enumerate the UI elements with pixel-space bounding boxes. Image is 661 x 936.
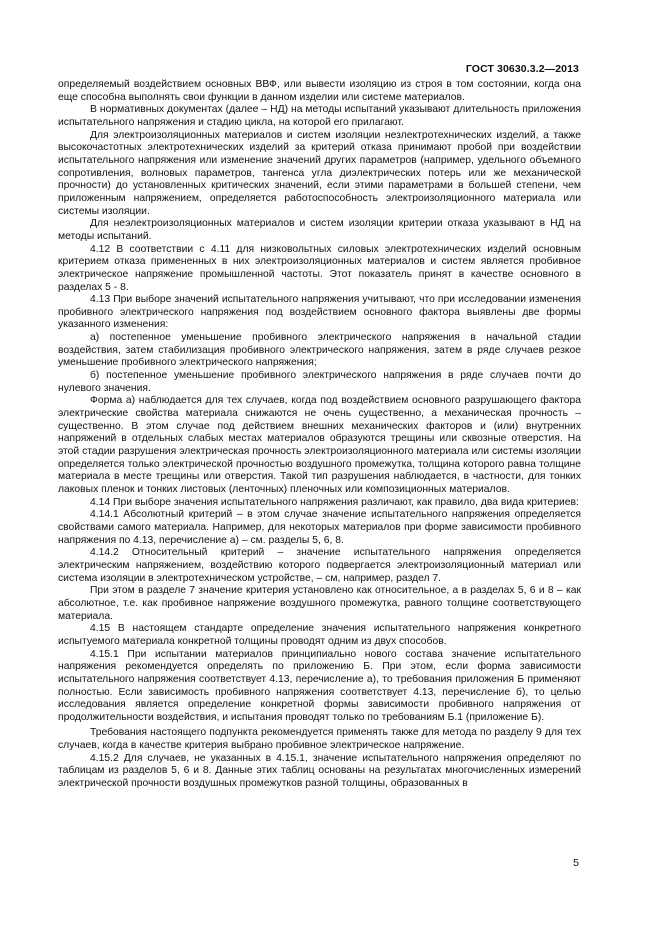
paragraph: 4.14.1 Абсолютный критерий – в этом случае значение испытательного напряжения определяется свойствами самого материала. Например, для некоторых материалов при форме зависимости пробивного напряжения по 4.13, перечисление а) – см. разделы 5, 6, 8. — [58, 509, 581, 546]
paragraph: Требования настоящего подпункта рекомендуется применять также для метода по разделу 9 для тех случаев, когда в качестве критерия выбрано пробивное электрическое напряжение. — [58, 727, 581, 752]
paragraph: б) постепенное уменьшение пробивного электрического напряжения в ряде случаев почти до нулевого значения. — [58, 370, 581, 394]
paragraph: Для неэлектроизоляционных материалов и систем изоляции критерии отказа указывают в НД на методы испытаний. — [58, 218, 581, 242]
paragraph: 4.14.2 Относительный критерий – значение испытательного напряжения определяется электрическим напряжением, воздействию которого подвергается электроизоляционный материал или система изоляции в электротехническом устройстве, – см, например, раздел 7. — [58, 547, 581, 584]
paragraph: 4.14 При выборе значения испытательного напряжения различают, как правило, два вида критериев: — [90, 496, 579, 508]
paragraph: В нормативных документах (далее – НД) на методы испытаний указывают длительность приложения испытательного напряжения и стадию цикла, на которой его прилагают. — [58, 104, 581, 128]
document-header: ГОСТ 30630.3.2—2013 — [465, 63, 579, 75]
document-body — [58, 79, 581, 791]
paragraph: определяемый воздействием основных ВВФ, или вывести изоляцию из строя в том состоянии, когда она еще способна выполнять свои функции в данном изделии или системе материалов. — [58, 79, 581, 103]
paragraph: Для электроизоляционных материалов и систем изоляции незлектротехнических изделий, а также высокочастотных электротехнических изделий за критерий отказа принимают пробой при воздействии испытательного напряжения или изменение значений других параметров (например, удельного объемного сопротивления, волновых параметров, тангенса угла диэлектрических потерь или же механической прочности) до установленных критических значений, если этими параметрами в большей степени, чем приложенным напряжением, определяется работоспособность электроизоляционного материала или системы изоляции. — [58, 129, 581, 217]
paragraph: Форма а) наблюдается для тех случаев, когда под воздействием основного разрушающего фактора электрические свойства материала снижаются не очень существенно, а механическая прочность – существенно. В этом случае под действием внешних механических факторов и (или) внутренних напряжений в отдельных слабых местах материалов образуются трещины или сквозные отверстия. На этой стадии разрушения электрическая прочность электроизоляционного материала или системы изоляции определяется только электрической прочностью воздушного промежутка, толщина которого равна толщине материала в месте трещины или отверстия. Такой тип разрушения наблюдается, в частности, для тонких лаковых пленок и тонких листовых (ленточных) пленочных или композиционных материалов. — [58, 395, 581, 495]
paragraph: 4.15.1 При испытании материалов принципиально нового состава значение испытательного напряжения рекомендуется определять по приложению Б. При этом, если форма зависимости испытательного напряжения соответствует 4.13, перечисление а), то требования приложения Б применяют полностью. Если зависимость пробивного напряжения соответствует 4.13, перечисление б), то целью исследования является определение конкретной формы зависимости пробивного напряжения от продолжительности воздействия, и испытания проводят только по требованиям Б.1 (приложение Б). — [58, 648, 581, 723]
paragraph: 4.15 В настоящем стандарте определение значения испытательного напряжения конкретного испытуемого материала конкретной толщины проводят одним из двух способов. — [58, 623, 581, 647]
paragraph: При этом в разделе 7 значение критерия установлено как относительное, а в разделах 5, 6 и 8 – как абсолютное, т.е. как пробивное напряжение воздушного промежутка, равного толщине соответствующего материала. — [58, 585, 581, 622]
paragraph: 4.15.2 Для случаев, не указанных в 4.15.1, значение испытательного напряжения определяют по таблицам из разделов 5, 6 и 8. Данные этих таблиц основаны на результатах многочисленных измерений электрической прочности воздушных промежутков разной толщины, образованных в — [58, 752, 581, 790]
paragraph: а) постепенное уменьшение пробивного электрического напряжения в начальной стадии воздействия, затем стабилизация пробивного электрического напряжения, затем в ряде случаев резкое уменьшение пробивного электрического напряжения; — [58, 332, 581, 369]
paragraph: 4.12 В соответствии с 4.11 для низковольтных силовых электротехнических изделий основным критерием отказа примененных в них электроизоляционных материалов и систем является пробивное электрическое напряжение промышленной частоты. Этот показатель принят в качестве основного в разделах 5 - 8. — [58, 243, 581, 293]
page-number: 5 — [573, 857, 579, 869]
paragraph: 4.13 При выборе значений испытательного напряжения учитывают, что при исследовании изменения пробивного электрического напряжения под воздействием основного фактора выявлены две формы указанного изменения: — [58, 294, 581, 331]
